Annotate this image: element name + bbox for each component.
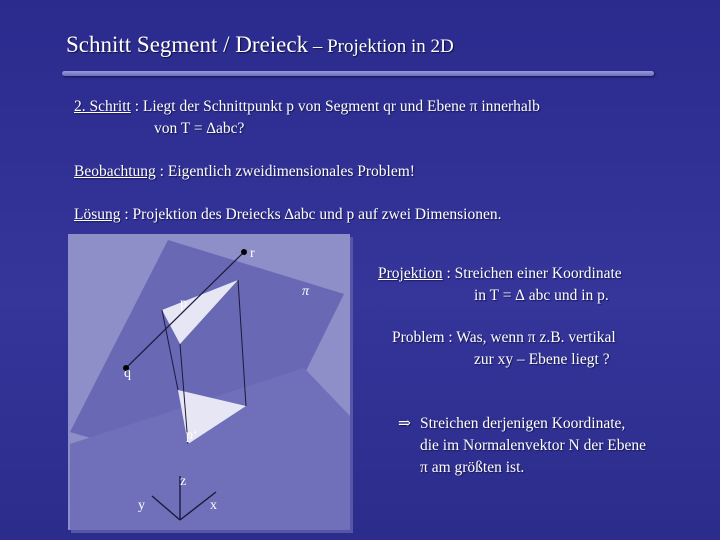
label-p-prime: p‘ bbox=[186, 428, 198, 443]
projection-label: Projektion bbox=[378, 265, 443, 282]
label-p: p bbox=[180, 296, 187, 311]
observation-text: : Eigentlich zweidimensionales Problem! bbox=[155, 163, 415, 180]
step-line1: : Liegt der Schnittpunkt p von Segment qr und Ebene π innerhalb bbox=[130, 98, 540, 115]
projection-diagram bbox=[68, 234, 350, 530]
solution-text: : Projektion des Dreiecks ∆abc und p auf zwei Dimensionen. bbox=[120, 206, 502, 223]
step-label: 2. Schritt bbox=[74, 98, 131, 115]
problem-line1: Problem : Was, wenn π z.B. vertikal bbox=[392, 329, 616, 346]
step-paragraph bbox=[74, 96, 540, 117]
title-main: Schnitt Segment / Dreieck bbox=[66, 32, 309, 57]
solution-paragraph bbox=[74, 204, 501, 225]
title-sub: – Projektion in 2D bbox=[308, 36, 454, 57]
conclusion-line2: die im Normalenvektor N der Ebene bbox=[420, 437, 646, 454]
projection-line1: : Streichen einer Koordinate bbox=[442, 265, 622, 282]
projection-line2: in T = ∆ abc und in p. bbox=[474, 287, 609, 304]
projection-figure bbox=[68, 234, 350, 530]
projection-paragraph bbox=[378, 263, 622, 284]
label-q: q bbox=[124, 366, 131, 381]
conclusion-line1: Streichen derjenigen Koordinate, bbox=[420, 415, 626, 432]
label-y: y bbox=[138, 498, 145, 513]
conclusion-arrow: ⇒ bbox=[398, 415, 411, 432]
problem-line2: zur xy – Ebene liegt ? bbox=[474, 351, 610, 368]
label-pi: π bbox=[302, 284, 310, 299]
label-z: z bbox=[180, 474, 187, 489]
observation-label: Beobachtung bbox=[74, 163, 156, 180]
observation-paragraph bbox=[74, 161, 415, 182]
label-r: r bbox=[250, 246, 255, 261]
solution-label: Lösung bbox=[74, 206, 121, 223]
title-underline bbox=[62, 71, 654, 76]
label-x: x bbox=[210, 498, 217, 513]
step-line2: von T = ∆abc? bbox=[154, 120, 245, 137]
slide-title bbox=[66, 32, 454, 58]
conclusion-line3: π am größten ist. bbox=[420, 459, 525, 476]
point-r bbox=[241, 249, 247, 255]
